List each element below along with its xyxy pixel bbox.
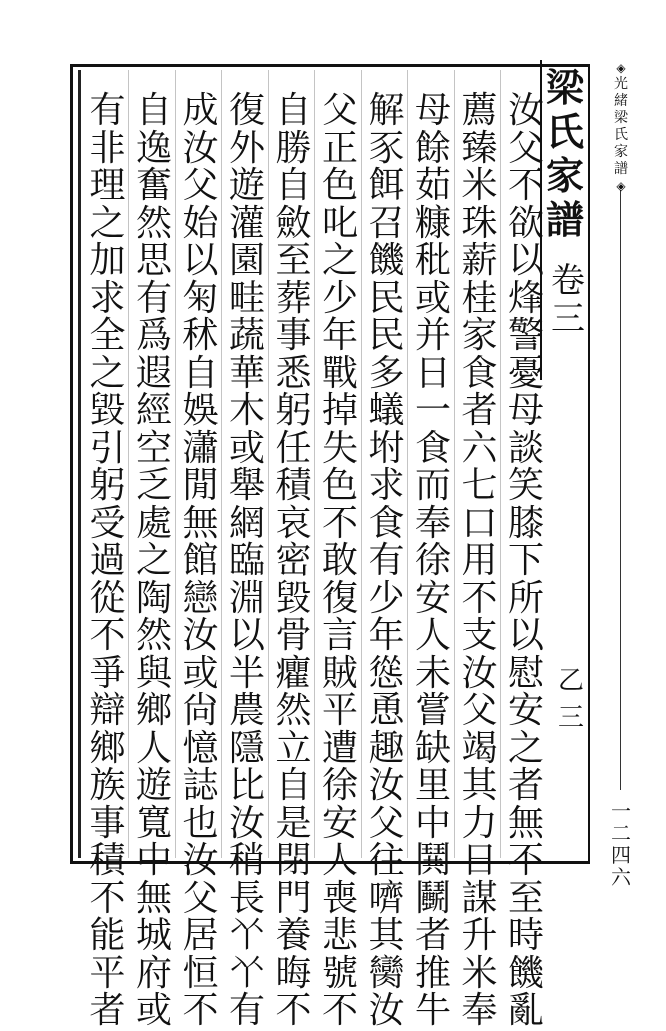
glyph: 四	[611, 843, 631, 867]
glyph: 并	[414, 315, 451, 356]
glyph: 與	[135, 652, 172, 694]
glyph: 六	[611, 865, 631, 889]
glyph: 中	[135, 840, 172, 881]
glyph: 一	[414, 390, 451, 431]
glyph: 解	[368, 90, 405, 131]
glyph: 閒	[182, 465, 219, 506]
glyph: 灌	[228, 202, 265, 244]
glyph: 不	[182, 990, 219, 1031]
glyph: 葬	[275, 277, 312, 319]
glyph: 其	[461, 765, 498, 806]
diamond-icon: ◈	[616, 179, 626, 193]
glyph: 喪	[321, 877, 358, 919]
glyph: 成	[182, 90, 219, 131]
glyph: 毀	[89, 390, 126, 431]
glyph: 二	[611, 821, 631, 845]
glyph: 晦	[275, 952, 312, 994]
glyph: 木	[228, 390, 265, 431]
glyph: 或	[135, 990, 172, 1031]
glyph: 者	[507, 765, 544, 806]
glyph: 不	[507, 165, 544, 206]
glyph: 里	[414, 765, 451, 806]
glyph: 閉	[275, 840, 312, 881]
glyph: 所	[507, 577, 544, 619]
glyph: 然	[135, 202, 172, 244]
glyph: 日	[461, 840, 498, 881]
glyph: 秫	[182, 315, 219, 356]
glyph: 其	[368, 915, 405, 956]
glyph: 嘗	[414, 690, 451, 731]
glyph: 復	[321, 577, 358, 619]
glyph: 從	[89, 577, 126, 619]
glyph: 比	[228, 765, 265, 806]
glyph: 卷	[551, 261, 585, 301]
glyph: 戀	[182, 577, 219, 619]
glyph: 是	[275, 802, 312, 844]
glyph: 父	[461, 690, 498, 731]
glyph: 父	[321, 90, 358, 131]
glyph: 乏	[135, 465, 172, 506]
glyph: 府	[135, 952, 172, 994]
glyph: 之	[507, 727, 544, 769]
glyph: 養	[275, 915, 312, 956]
column-rule	[221, 70, 222, 858]
glyph: 以	[228, 615, 265, 656]
glyph: 理	[89, 165, 126, 206]
glyph: 饑	[507, 952, 544, 994]
glyph: 中	[414, 802, 451, 844]
glyph: 然	[135, 615, 172, 656]
glyph: 逸	[135, 127, 172, 169]
glyph: 笑	[507, 465, 544, 506]
glyph: 長	[228, 877, 265, 919]
glyph: 安	[507, 690, 544, 731]
glyph: 母	[507, 390, 544, 431]
glyph: 米	[461, 952, 498, 994]
glyph: 遐	[135, 352, 172, 394]
glyph: 家	[545, 153, 584, 198]
glyph: 畦	[228, 277, 265, 319]
glyph: 平	[321, 690, 358, 731]
glyph: 臠	[368, 952, 405, 994]
glyph: 自	[182, 352, 219, 394]
column-rule	[268, 70, 269, 858]
glyph: 任	[275, 427, 312, 469]
glyph: 求	[368, 465, 405, 506]
glyph: 遊	[135, 765, 172, 806]
glyph: 尙	[182, 690, 219, 731]
glyph: 奉	[414, 502, 451, 544]
glyph: 徐	[321, 765, 358, 806]
glyph: 人	[321, 840, 358, 881]
glyph: 召	[368, 202, 405, 244]
glyph: 淵	[228, 577, 265, 619]
glyph: 慰	[507, 652, 544, 694]
glyph: 號	[321, 952, 358, 994]
glyph: 或	[228, 427, 265, 469]
glyph: 自	[275, 90, 312, 131]
glyph: 竭	[461, 727, 498, 769]
glyph: 立	[275, 727, 312, 769]
glyph: 民	[368, 315, 405, 356]
glyph: 蟻	[368, 390, 405, 431]
glyph: 然	[275, 690, 312, 731]
glyph: 敢	[321, 540, 358, 581]
glyph: 非	[89, 127, 126, 169]
glyph: 引	[89, 427, 126, 469]
glyph: 積	[275, 465, 312, 506]
glyph: 以	[507, 615, 544, 656]
glyph: 年	[321, 315, 358, 356]
glyph: 園	[228, 240, 265, 281]
glyph: 爲	[135, 315, 172, 356]
glyph: 色	[321, 165, 358, 206]
glyph: 之	[89, 352, 126, 394]
glyph: 臨	[228, 540, 265, 581]
glyph: 茹	[414, 165, 451, 206]
glyph: 母	[414, 90, 451, 131]
glyph: 處	[135, 502, 172, 544]
glyph: 受	[89, 502, 126, 544]
glyph: 一	[611, 799, 631, 823]
glyph: 薪	[461, 240, 498, 281]
glyph: 稍	[228, 840, 265, 881]
glyph: 爭	[89, 652, 126, 694]
glyph: 族	[89, 765, 126, 806]
glyph: 饑	[368, 240, 405, 281]
folio-mark: 乙三	[557, 666, 584, 733]
glyph: 以	[507, 240, 544, 281]
glyph: 奉	[461, 990, 498, 1031]
glyph: 自	[275, 165, 312, 206]
glyph: 烽	[507, 277, 544, 319]
glyph: 骨	[275, 615, 312, 656]
glyph: 日	[414, 352, 451, 394]
glyph: 坿	[368, 427, 405, 469]
glyph: 汝	[182, 127, 219, 169]
glyph: 寬	[135, 802, 172, 844]
glyph: 緒	[614, 93, 628, 109]
glyph: 經	[135, 390, 172, 431]
glyph: 館	[182, 540, 219, 581]
glyph: 牛	[414, 990, 451, 1031]
glyph: 桂	[461, 277, 498, 319]
glyph: 汝	[368, 990, 405, 1031]
glyph: 氏	[545, 109, 584, 154]
glyph: 或	[414, 277, 451, 319]
text-column	[409, 90, 457, 1031]
glyph: 正	[321, 127, 358, 169]
glyph: 無	[507, 802, 544, 844]
glyph: 慫	[368, 652, 405, 694]
glyph: 父	[182, 877, 219, 919]
glyph: 梁	[614, 110, 628, 126]
glyph: 門	[275, 877, 312, 919]
glyph: 過	[89, 540, 126, 581]
glyph: 徐	[414, 540, 451, 581]
glyph: 農	[228, 690, 265, 731]
glyph: 缺	[414, 727, 451, 769]
glyph: 空	[135, 427, 172, 469]
glyph: 民	[368, 277, 405, 319]
glyph: 口	[461, 502, 498, 544]
glyph: 多	[368, 352, 405, 394]
glyph: 華	[228, 352, 265, 394]
glyph: 糠	[414, 202, 451, 244]
glyph: 者	[89, 990, 126, 1031]
glyph: 瀟	[182, 427, 219, 469]
glyph: 鄉	[135, 690, 172, 731]
glyph: 米	[461, 165, 498, 206]
glyph: 以	[182, 240, 219, 281]
glyph: 憶	[182, 727, 219, 769]
glyph: 不	[89, 877, 126, 919]
glyph: 食	[414, 427, 451, 469]
glyph: 警	[507, 315, 544, 356]
glyph: 憂	[507, 352, 544, 394]
glyph: 光	[614, 76, 628, 92]
glyph: 自	[275, 765, 312, 806]
glyph: 之	[135, 540, 172, 581]
glyph: 勝	[275, 127, 312, 169]
glyph: 思	[135, 240, 172, 281]
column-rule	[454, 70, 455, 858]
glyph: 事	[275, 315, 312, 356]
glyph: 掉	[321, 390, 358, 431]
glyph: 汝	[182, 840, 219, 881]
glyph: 舉	[228, 465, 265, 506]
column-rule	[361, 70, 362, 858]
glyph: 謀	[461, 877, 498, 919]
glyph: 少	[368, 577, 405, 619]
glyph: 陶	[135, 577, 172, 619]
glyph: 悲	[321, 915, 358, 956]
glyph: 餌	[368, 165, 405, 206]
text-column	[130, 90, 178, 1031]
glyph: 事	[89, 802, 126, 844]
column-rule	[500, 70, 501, 858]
glyph: 無	[135, 877, 172, 919]
margin-title	[612, 60, 630, 194]
glyph: 鬭	[414, 877, 451, 919]
glyph: 鄉	[89, 727, 126, 769]
glyph: 加	[89, 240, 126, 281]
glyph: 復	[228, 90, 265, 131]
glyph: 自	[135, 90, 172, 131]
glyph: 趣	[368, 727, 405, 769]
glyph: 鬨	[414, 840, 451, 881]
glyph: 全	[89, 315, 126, 356]
glyph: 秕	[414, 240, 451, 281]
glyph: 不	[321, 502, 358, 544]
glyph: 有	[89, 90, 126, 131]
glyph: 安	[414, 577, 451, 619]
glyph: 毀	[275, 577, 312, 619]
column-rule	[314, 70, 315, 858]
text-column	[316, 90, 364, 1031]
glyph: 少	[321, 277, 358, 319]
glyph: 失	[321, 427, 358, 469]
diamond-icon: ◈	[616, 61, 626, 75]
glyph: 戰	[321, 352, 358, 394]
glyph: 汝	[507, 90, 544, 131]
column-rule	[128, 70, 129, 858]
column-rule	[175, 70, 176, 858]
text-column	[502, 90, 550, 1031]
glyph: 隱	[228, 727, 265, 769]
glyph: 積	[89, 840, 126, 881]
glyph: 談	[507, 427, 544, 469]
glyph: 誌	[182, 765, 219, 806]
glyph: 汝	[228, 802, 265, 844]
glyph: 色	[321, 465, 358, 506]
glyph: 悉	[275, 352, 312, 394]
glyph: 人	[135, 727, 172, 769]
glyph: 人	[414, 615, 451, 656]
glyph: 居	[182, 915, 219, 956]
glyph: 半	[228, 652, 265, 694]
text-column	[177, 90, 225, 1031]
glyph: 汝	[182, 615, 219, 656]
glyph: 密	[275, 540, 312, 581]
glyph: 時	[507, 915, 544, 956]
column-rule	[407, 70, 408, 858]
glyph: 至	[275, 240, 312, 281]
glyph: 年	[368, 615, 405, 656]
glyph: 躬	[275, 390, 312, 431]
glyph: 蔬	[228, 315, 265, 356]
glyph: 七	[461, 465, 498, 506]
glyph: 言	[321, 615, 358, 656]
glyph: 不	[89, 615, 126, 656]
glyph: 辯	[89, 690, 126, 731]
text-column	[223, 90, 271, 1031]
glyph: 者	[461, 390, 498, 431]
glyph: 之	[321, 240, 358, 281]
glyph: 之	[89, 202, 126, 244]
glyph: 躬	[89, 465, 126, 506]
glyph: 𠁥	[228, 952, 265, 994]
glyph: 譜	[545, 197, 584, 242]
glyph: 遊	[228, 165, 265, 206]
glyph: 父	[182, 165, 219, 206]
glyph: 至	[507, 877, 544, 919]
page-number	[610, 800, 632, 888]
glyph: 梁	[545, 65, 584, 110]
glyph: 或	[182, 652, 219, 694]
glyph: 汝	[461, 652, 498, 694]
glyph: 亂	[507, 990, 544, 1031]
glyph: 網	[228, 502, 265, 544]
glyph: 譜	[614, 161, 628, 177]
glyph: 叱	[321, 202, 358, 244]
glyph: 父	[507, 127, 544, 169]
glyph: 恒	[182, 952, 219, 994]
glyph: 匊	[182, 277, 219, 319]
glyph: 娛	[182, 390, 219, 431]
glyph: 外	[228, 127, 265, 169]
glyph: 遭	[321, 727, 358, 769]
glyph: 平	[89, 952, 126, 994]
glyph: 臻	[461, 127, 498, 169]
glyph: 升	[461, 915, 498, 956]
glyph: 珠	[461, 202, 498, 244]
glyph: 有	[135, 277, 172, 319]
glyph: 膝	[507, 502, 544, 544]
glyph: 餘	[414, 127, 451, 169]
glyph: 六	[461, 427, 498, 469]
glyph: 家	[461, 315, 498, 356]
glyph: 下	[507, 540, 544, 581]
glyph: 支	[461, 615, 498, 656]
glyph: 𠁥	[228, 915, 265, 956]
glyph: 往	[368, 840, 405, 881]
glyph: 斂	[275, 202, 312, 244]
glyph: 癯	[275, 652, 312, 694]
glyph: 有	[228, 990, 265, 1031]
glyph: 有	[368, 540, 405, 581]
glyph: 不	[461, 577, 498, 619]
glyph: 家	[614, 144, 628, 160]
text-column	[456, 90, 504, 1031]
glyph: 三	[551, 299, 585, 339]
text-column	[270, 90, 318, 1031]
book-title	[545, 66, 585, 242]
glyph: 食	[368, 502, 405, 544]
glyph: 不	[321, 990, 358, 1031]
margin-rule	[620, 190, 621, 790]
glyph: 者	[414, 915, 451, 956]
glyph: 欲	[507, 202, 544, 244]
glyph: 也	[182, 802, 219, 844]
glyph: 不	[275, 990, 312, 1031]
glyph: 安	[321, 802, 358, 844]
glyph: 薦	[461, 90, 498, 131]
glyph: 嚌	[368, 877, 405, 919]
glyph: 未	[414, 652, 451, 694]
glyph: 始	[182, 202, 219, 244]
glyph: 賊	[321, 652, 358, 694]
glyph: 推	[414, 952, 451, 994]
glyph: 豕	[368, 127, 405, 169]
glyph: 不	[507, 840, 544, 881]
text-column	[84, 90, 132, 1031]
glyph: 求	[89, 277, 126, 319]
glyph: 力	[461, 802, 498, 844]
glyph: 奮	[135, 165, 172, 206]
volume-label	[548, 262, 588, 338]
glyph: 哀	[275, 502, 312, 544]
glyph: 食	[461, 352, 498, 394]
glyph: 城	[135, 915, 172, 956]
glyph: 用	[461, 540, 498, 581]
glyph: 氏	[614, 127, 628, 143]
glyph: 恿	[368, 690, 405, 731]
glyph: 能	[89, 915, 126, 956]
glyph: 汝	[368, 765, 405, 806]
glyph: 而	[414, 465, 451, 506]
glyph: 父	[368, 802, 405, 844]
glyph: 無	[182, 502, 219, 544]
text-column	[363, 90, 411, 1031]
